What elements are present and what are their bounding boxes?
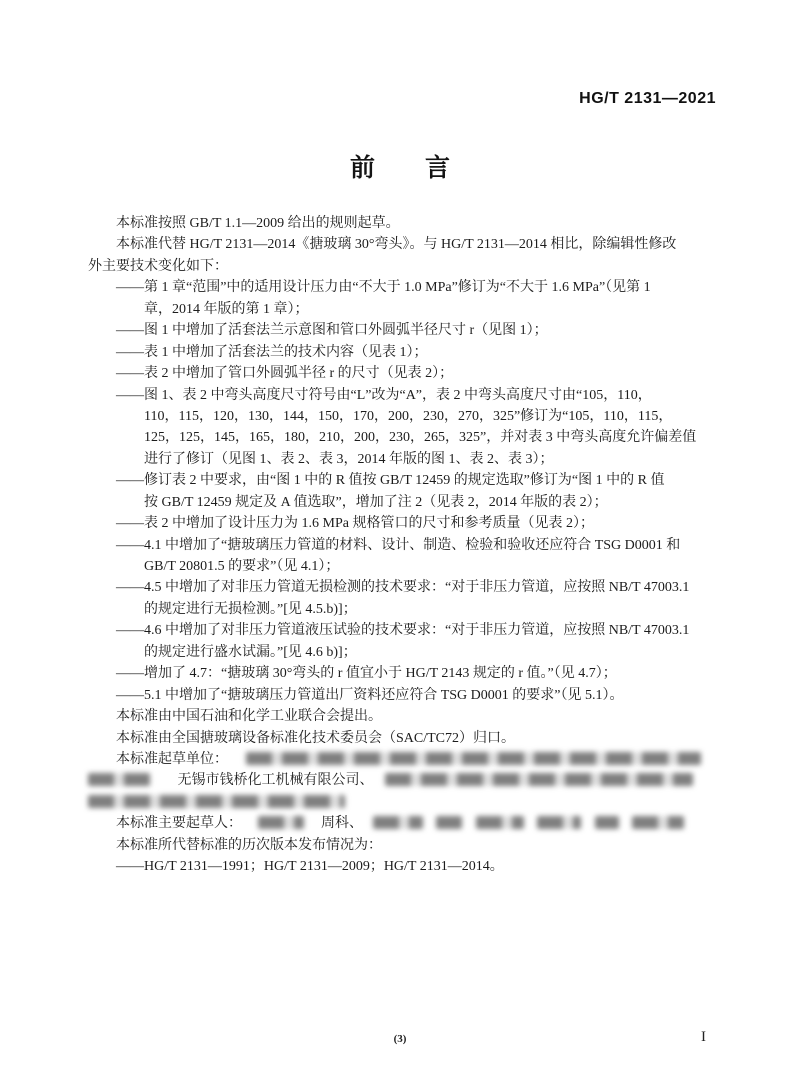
foreword-line: 本标准按照 GB/T 1.1—2009 给出的规则起草。 [116,216,400,231]
foreword-line: ——修订表 2 中要求，由“图 1 中的 R 值按 GB/T 12459 的规定选取”修订为“图 1 中的 R 值 [116,473,665,489]
foreword-line: ——表 2 中增加了设计压力为 1.6 MPa 规格管口的尺寸和参考质量（见表 2）； [116,516,594,532]
blurred-redaction [537,816,581,829]
blurred-redaction [373,816,423,829]
foreword-line: 本标准所代替标准的历次版本发布情况为： [116,837,382,853]
foreword-line: 110，115，120，130，144，150，170，200，230，270，325”修订为“105，110，115， [144,408,673,424]
footer-page-number: I [701,1029,706,1045]
foreword-body [88,213,714,878]
foreword-line: ——增加了 4.7：“搪玻璃 30°弯头的 r 值宜小于 HG/T 2143 规定的 r 值。”（见 4.7）； [116,666,617,682]
footer-center-mark: (3) [393,1033,407,1045]
drafting-people-label: 本标准主要起草人： [116,816,242,832]
foreword-line: ——5.1 中增加了“搪玻璃压力管道出厂资料还应符合 TSG D0001 的要求”（见 5.1）。 [116,687,624,703]
drafting-people-line [88,813,714,834]
page-title: 前 言 [349,155,450,182]
foreword-line: 进行了修订（见图 1、表 2、表 3，2014 年版的图 1、表 2、表 3）； [144,451,554,467]
foreword-line: 按 GB/T 12459 规定及 A 值选取”，增加了注 2（见表 2，2014 年版的表 2）； [144,494,608,510]
foreword-line: ——表 1 中增加了活套法兰的技术内容（见表 1）； [116,344,428,360]
foreword-line: 本标准由全国搪玻璃设备标准化技术委员会（SAC/TC72）归口。 [116,730,516,746]
blurred-redaction [632,816,684,829]
drafting-unit-line [88,749,714,770]
foreword-line: ——4.6 中增加了对非压力管道液压试验的技术要求：“对于非压力管道，应按照 NB/T 47003.1 [116,623,690,639]
foreword-line: ——HG/T 2131—1991；HG/T 2131—2009；HG/T 2131—2014。 [116,859,504,875]
drafting-unit-line [88,792,714,813]
foreword-line: 本标准由中国石油和化学工业联合会提出。 [116,709,382,725]
drafting-unit-clear: 无锡市钱桥化工机械有限公司、 [177,773,374,789]
foreword-line: 章，2014 年版的第 1 章）； [144,301,309,317]
blurred-redaction [595,816,619,829]
foreword-line: 本标准代替 HG/T 2131—2014《搪玻璃 30°弯头》。与 HG/T 2131—2014 相比，除编辑性修改 [116,237,677,253]
foreword-line: ——4.1 中增加了“搪玻璃压力管道的材料、设计、制造、检验和验收还应符合 TSG D0001 和 [116,537,681,553]
blurred-redaction [88,795,345,808]
drafting-unit-line [88,770,714,791]
blurred-redaction [476,816,524,829]
foreword-line: 125，125，145，165，180，210，200，230，265，325”，并对表 3 中弯头高度允许偏差值 [144,430,697,446]
foreword-line: 的规定进行盛水试漏。”[见 4.6 b)]； [144,644,357,660]
drafting-person-clear: 周科、 [321,816,363,832]
blurred-redaction [258,816,304,829]
foreword-line: ——表 2 中增加了管口外圆弧半径 r 的尺寸（见表 2）； [116,366,454,382]
foreword-line: ——第 1 章“范围”中的适用设计压力由“不大于 1.0 MPa”修订为“不大于 1.6 MPa”（见第 1 [116,280,651,296]
blurred-redaction [385,773,693,786]
foreword-line: 的规定进行无损检测。”[见 4.5.b)]； [144,601,357,617]
foreword-line: ——图 1 中增加了活套法兰示意图和管口外圆弧半径尺寸 r（见图 1）； [116,323,548,339]
foreword-line: ——图 1、表 2 中弯头高度尺寸符号由“L”改为“A”，表 2 中弯头高度尺寸由“105，110， [116,387,652,403]
foreword-line: 外主要技术变化如下： [88,258,228,274]
blurred-redaction [246,752,701,765]
foreword-line: ——4.5 中增加了对非压力管道无损检测的技术要求：“对于非压力管道，应按照 NB/T 47003.1 [116,580,690,596]
drafting-unit-label: 本标准起草单位： [116,751,228,767]
blurred-redaction [88,773,150,786]
header-standard-code: HG/T 2131—2021 [579,90,716,107]
foreword-line: GB/T 20801.5 的要求”（见 4.1）； [144,559,340,574]
blurred-redaction [436,816,462,829]
